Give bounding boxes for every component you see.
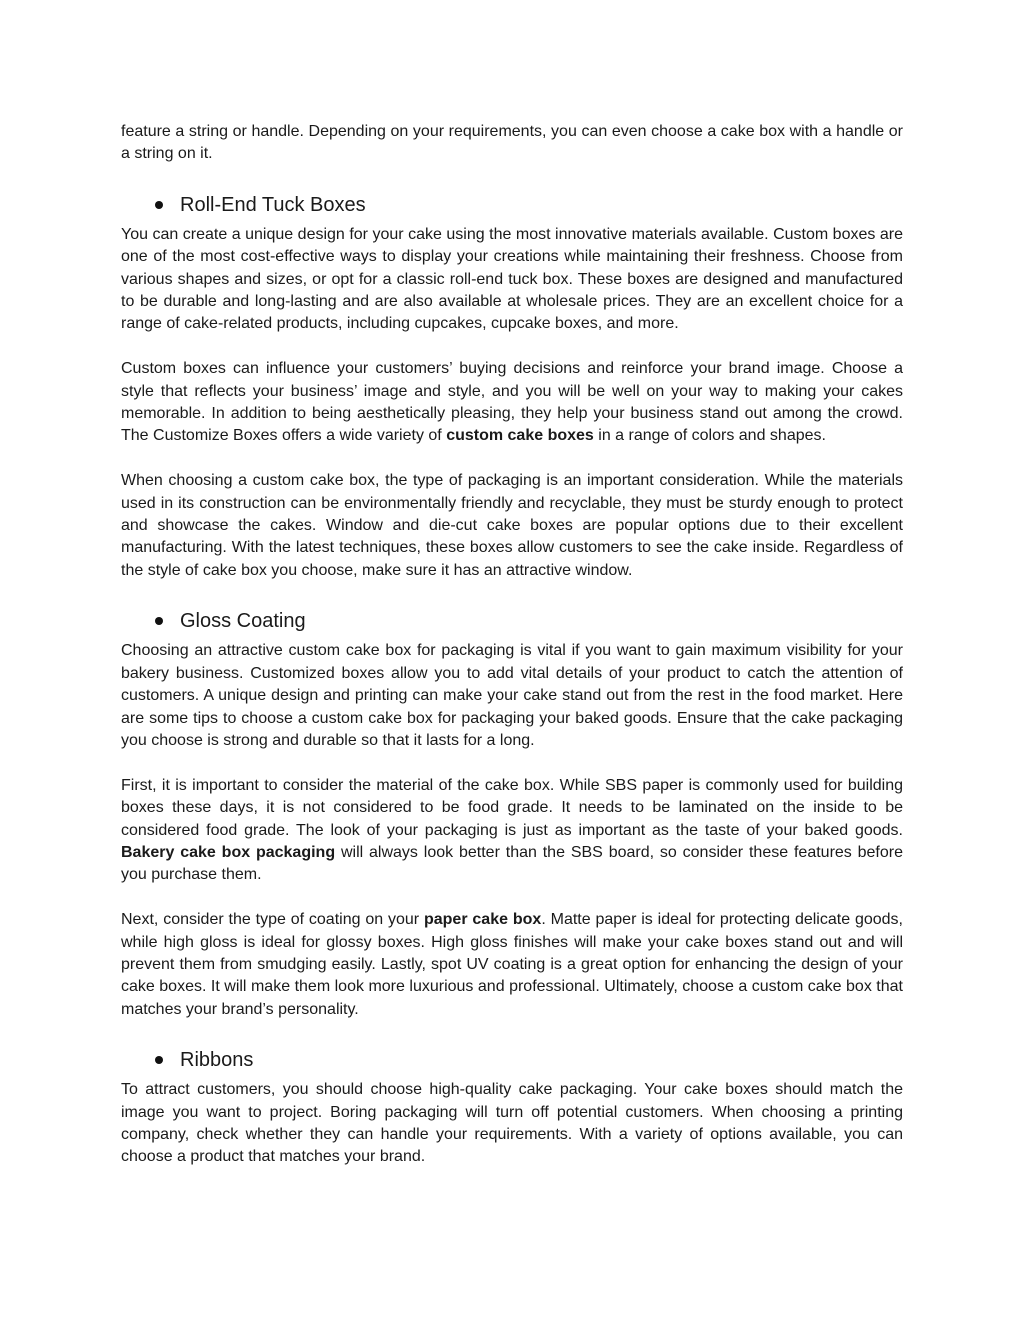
paragraph: Choosing an attractive custom cake box for packaging is vital if you want to gain maximum visibility for your bakery business. Customized boxes allow you to add vital details of your product to catch the attention of customers. A unique design and printing can make your cake stand out from the rest in the food market. Here are some tips to choose a custom cake box for packaging your baked goods. Ensure that the cake packaging you choose is strong and durable so that it lasts for a long. — [121, 642, 903, 749]
paragraph: To attract customers, you should choose high-quality cake packaging. Your cake boxes should match the image you want to project. Boring packaging will turn off potential customers. When choosing a printing company, check whether they can handle your requirements. With a variety of options available, you can choose a product that matches your brand. — [121, 1081, 903, 1166]
bullet-icon — [155, 201, 163, 209]
bullet-icon — [155, 1056, 163, 1064]
paragraph: You can create a unique design for your cake using the most innovative materials available. Custom boxes are one of the most cost-effective ways to display your creations while maintaining their freshness. Choose from various shapes and sizes, or opt for a classic roll-end tuck box. These boxes are designed and manufactured to be durable and long-lasting and are also available at wholesale prices. They are an excellent choice for a range of cake-related products, including cupcakes, cupcake boxes, and more. — [121, 225, 903, 333]
heading-gloss-coating — [121, 608, 903, 634]
text: Next, consider the type of coating on your — [121, 911, 424, 929]
paragraph — [121, 775, 903, 887]
heading-ribbons — [121, 1047, 903, 1073]
bold-link-text: custom cake boxes — [446, 427, 594, 445]
bold-link-text: Bakery cake box packaging — [121, 843, 336, 861]
bold-link-text: paper cake box — [423, 911, 542, 929]
text: in a range of colors and shapes. — [593, 427, 826, 445]
paragraph: When choosing a custom cake box, the type of packaging is an important consideration. While the materials used in its construction can be environmentally friendly and recyclable, they must be sturdy enough to protect and showcase the cakes. Window and die-cut cake boxes are popular options due to their excellent manufacturing. With the latest techniques, these boxes allow customers to see the cake inside. Regardless of the style of cake box you choose, make sure it has an attractive window. — [121, 472, 903, 579]
text: . Matte paper is ideal for protecting delicate goods, while high gloss is ideal for glossy boxes. High gloss finishes will make your cake boxes stand out and will prevent them from smudging easily. Lastly, spot UV coating is a great option for enhancing the design of your cake boxes. It will make them look more luxurious and professional. Ultimately, choose a custom cake box that matches your brand’s personality. — [121, 911, 903, 1018]
paragraph — [121, 909, 903, 1021]
text: will always look better than the SBS board, so consider these features before you purchase them. — [121, 843, 904, 884]
heading-text: Roll-End Tuck Boxes — [180, 193, 366, 216]
heading-text: Ribbons — [180, 1049, 254, 1072]
text: Custom boxes can influence your customers’ buying decisions and reinforce your brand image. Choose a style that reflects your business’ image and style, and you will be well on your way to making your cakes memorable. In addition to being aesthetically pleasing, they help your business stand out among the crowd. The Customize Boxes offers a wide variety of — [121, 360, 903, 445]
intro-paragraph: feature a string or handle. Depending on your requirements, you can even choose a cake box with a handle or a string on it. — [121, 123, 903, 163]
paragraph — [121, 358, 903, 448]
bullet-icon — [155, 617, 163, 625]
document-body — [121, 121, 903, 1169]
text: First, it is important to consider the material of the cake box. While SBS paper is commonly used for building boxes these days, it is not considered to be food grade. It needs to be laminated on the inside to be considered food grade. The look of your packaging is just as important as the taste of your baked goods. — [121, 776, 903, 839]
heading-roll-end-tuck-boxes — [121, 192, 903, 218]
heading-text: Gloss Coating — [180, 610, 306, 633]
